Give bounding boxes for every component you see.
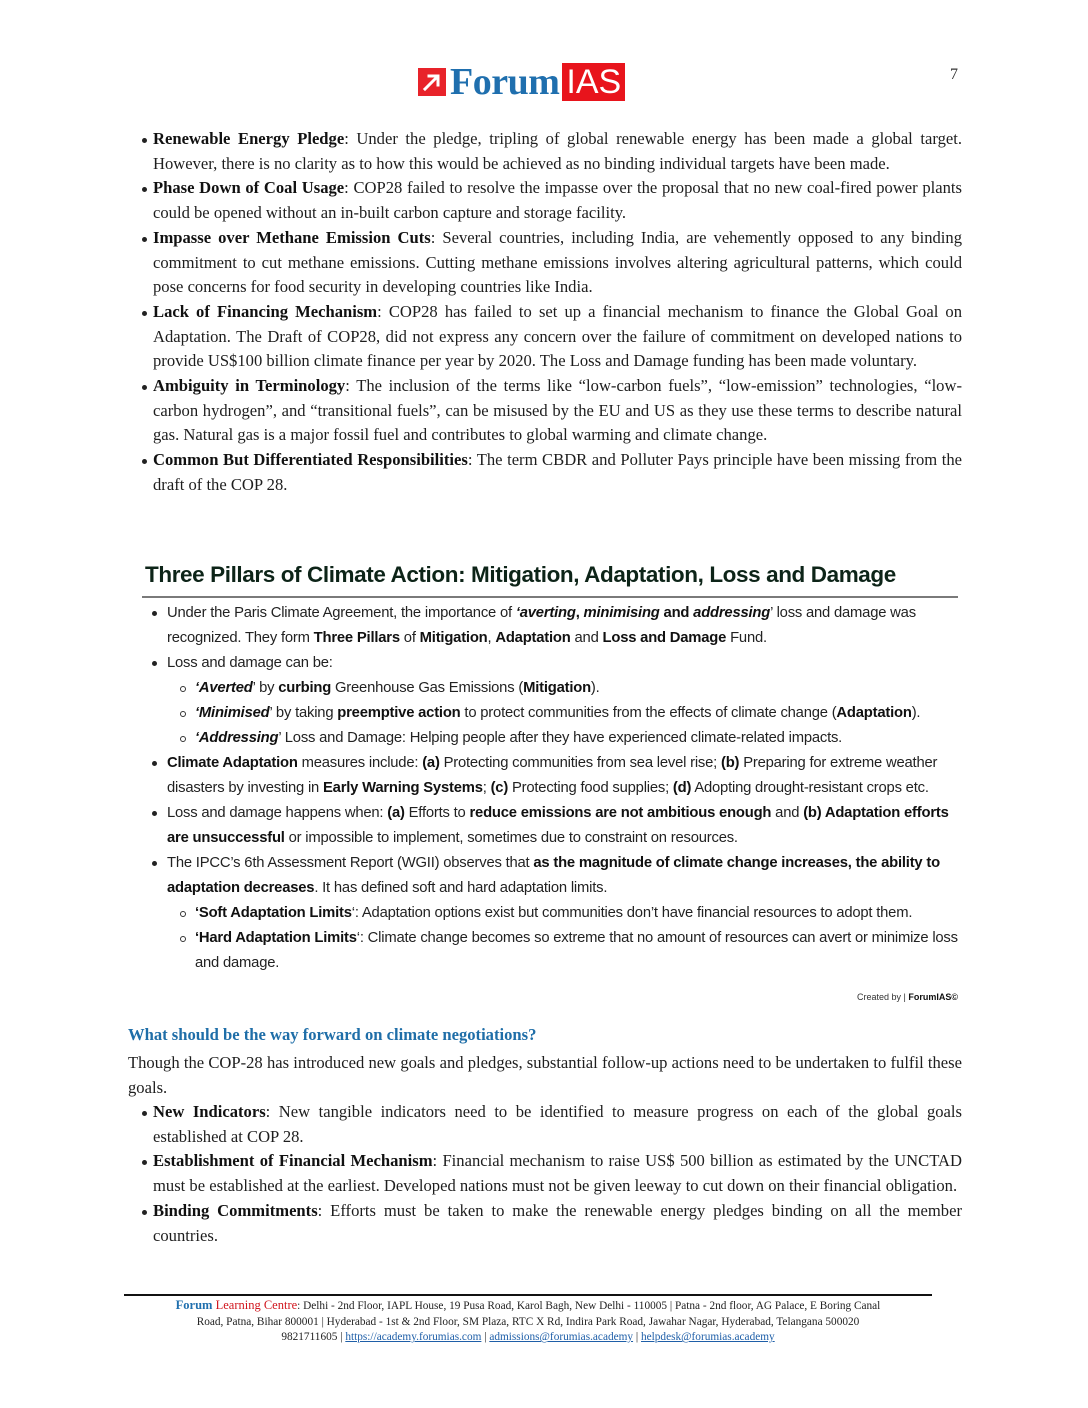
footer-line-2: Road, Patna, Bihar 800001 | Hyderabad - 1st & 2nd Floor, SM Plaza, RTC X Rd, Indira Park Road, Jawahar Nagar, Hyderabad, Telangana 500020	[196, 1315, 860, 1328]
sub-list-item: ‘Soft Adaptation Limits‘: Adaptation options exist but communities don’t have financial resources to adopt them.	[167, 901, 960, 926]
list-item: The IPCC’s 6th Assessment Report (WGII) observes that as the magnitude of climate change increases, the ability to adaptation decreases. It has defined soft and hard adaptation limits. ‘Soft Adaptation Limits‘: Adaptation options exist but communities don’t have financial resources to adopt them. ‘Hard Adaptation Limits‘: Climate change becomes so extreme that no amount of resources can avert or minimize loss and damage.	[150, 851, 960, 976]
divider	[142, 596, 958, 598]
list-item: Binding Commitments: Efforts must be taken to make the renewable energy pledges binding on all the member countries.	[140, 1199, 962, 1248]
page-number: 7	[950, 66, 958, 83]
sub-list-item: ‘Minimised’ by taking preemptive action to protect communities from the effects of climate change (Adaptation).	[167, 701, 960, 726]
section-intro: Though the COP-28 has introduced new goals and pledges, substantial follow-up actions need to be undertaken to fulfil these goals.	[128, 1053, 962, 1097]
page-footer	[124, 1298, 932, 1346]
list-item: Common But Differentiated Responsibilities: The term CBDR and Polluter Pays principle have been missing from the draft of the COP 28.	[140, 448, 962, 497]
sub-list-item: ‘Hard Adaptation Limits‘: Climate change becomes so extreme that no amount of resources can avert or minimize loss and damage.	[167, 926, 960, 976]
list-item: Impasse over Methane Emission Cuts: Several countries, including India, are vehemently opposed to any binding commitment to cut methane emissions. Cutting methane emissions involves altering agricultural patterns, which could pose concerns for food security in developing countries like India.	[140, 226, 962, 300]
website-link[interactable]: https://academy.forumias.com	[345, 1331, 482, 1344]
issues-list	[140, 127, 962, 498]
list-item: Phase Down of Coal Usage: COP28 failed to resolve the impasse over the proposal that no new coal-fired power plants could be opened without an in-built carbon capture and storage facility.	[140, 176, 962, 225]
infographic-credit: Created by | ForumIAS©	[856, 992, 958, 1002]
list-item: Climate Adaptation measures include: (a) Protecting communities from sea level rise; (b) Preparing for extreme weather disasters by investing in Early Warning Systems; (c) Protecting food supplies; (d) Adopting drought-resistant crops etc.	[150, 751, 960, 801]
helpdesk-email-link[interactable]: helpdesk@forumias.academy	[640, 1331, 775, 1344]
infographic-list	[150, 601, 960, 976]
logo-forum-text: Forum	[450, 61, 560, 103]
logo-ias-text: IAS	[562, 63, 625, 101]
list-item: Establishment of Financial Mechanism: Financial mechanism to raise US$ 500 billion as estimated by the UNCTAD must be established at the earliest. Developed nations must not be given leeway to cut down on their financial obligation.	[140, 1149, 962, 1198]
three-pillars-infographic	[140, 555, 962, 1005]
sub-list-item: ‘Addressing’ Loss and Damage: Helping people after they have experienced climate-related impacts.	[167, 726, 960, 751]
list-item: New Indicators: New tangible indicators need to be identified to measure progress on each of the global goals established at COP 28.	[140, 1100, 962, 1149]
footer-divider	[124, 1294, 932, 1296]
forumias-logo	[418, 62, 625, 102]
footer-line-1: Forum Learning Centre: Delhi - 2nd Floor, IAPL House, 19 Pusa Road, Karol Bagh, New Delhi - 110005 | Patna - 2nd floor, AG Palace, E Boring Canal	[175, 1298, 881, 1312]
list-item: Under the Paris Climate Agreement, the importance of ‘averting, minimising and addressing’ loss and damage was recognized. They form Three Pillars of Mitigation, Adaptation and Loss and Damage Fund.	[150, 601, 960, 651]
section-heading: What should be the way forward on climate negotiations?	[128, 1025, 537, 1044]
phone-number: 9821711605	[281, 1331, 338, 1344]
list-item: Loss and damage can be: ‘Averted’ by curbing Greenhouse Gas Emissions (Mitigation). ‘Minimised’ by taking preemptive action to protect communities from the effects of climate change (Adaptation). ‘Addressing’ Loss and Damage: Helping people after they have experienced climate-related impacts.	[150, 651, 960, 751]
way-forward-list	[140, 1100, 962, 1248]
sub-list-item: ‘Averted’ by curbing Greenhouse Gas Emissions (Mitigation).	[167, 676, 960, 701]
list-item: Renewable Energy Pledge: Under the pledge, tripling of global renewable energy has been made a global target. However, there is no clarity as to how this would be achieved as no binding individual targets have been made.	[140, 127, 962, 176]
infographic-title: Three Pillars of Climate Action: Mitigation, Adaptation, Loss and Damage	[145, 562, 896, 587]
admissions-email-link[interactable]: admissions@forumias.academy	[489, 1331, 634, 1344]
list-item: Lack of Financing Mechanism: COP28 has failed to set up a financial mechanism to finance the Global Goal on Adaptation. The Draft of COP28, did not express any concern over the failure of commitment on developed nations to provide US$100 billion climate finance per year by 2020. The Loss and Damage funding has been made voluntary.	[140, 300, 962, 374]
footer-line-3: 9821711605 | https://academy.forumias.com | admissions@forumias.academy | helpdesk@forumias.academy	[281, 1331, 775, 1344]
arrow-icon	[418, 68, 446, 96]
list-item: Ambiguity in Terminology: The inclusion of the terms like “low-carbon fuels”, “low-emission” technologies, “low-carbon hydrogen”, and “transitional fuels”, can be misused by the EU and US as they use these terms to describe natural gas. Natural gas is a major fossil fuel and contributes to global warming and climate change.	[140, 374, 962, 448]
list-item: Loss and damage happens when: (a) Efforts to reduce emissions are not ambitious enough and (b) Adaptation efforts are unsuccessful or impossible to implement, sometimes due to constraint on resources.	[150, 801, 960, 851]
